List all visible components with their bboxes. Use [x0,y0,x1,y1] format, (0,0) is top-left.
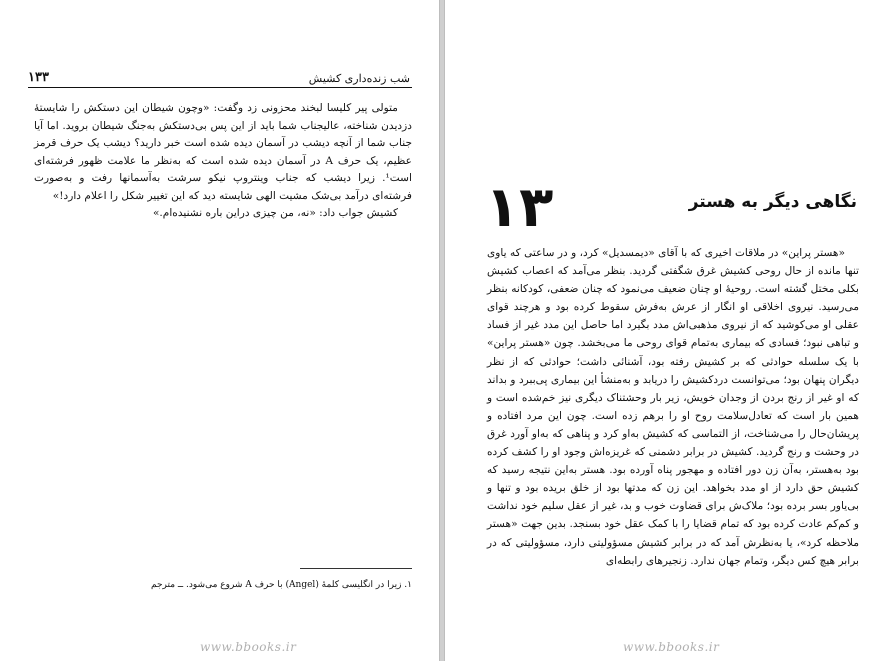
left-body-text [34,100,412,223]
chapter-number: ۱۳ [485,175,554,240]
right-page [444,0,883,661]
paragraph: «هستر پراین» در ملاقات اخیری که با آقای «دیمسدیل» کرد، و در ساعتی که یاوی تنها مانده از حال روحی کشیش غرق شگفتی گردید. بنظر می‌آمد که اعصاب کشیش بکلی مختل گشته است. روحیهٔ او چنان ضعیف می‌نمود که چنان ضعفی، کودکانه بنظر می‌رسید. نیروی اخلاقی او انگار از عرش به‌فرش سقوط کرده بود و هرچند قوای عقلی او می‌کوشید که از نیروی مذهبی‌اش مدد بگیرد اما حاصل این مدد غیر از فساد و تباهی نبود؛ فسادی که بیماری به‌تمام قوای روحی ما می‌بخشد. چون «هستر پراین» با یک سلسله حوادثی که بر کشیش رفته بود، آشنائی داشت؛ حوادثی که از نظر دیگران پنهان بود؛ می‌توانست دردکشیش را دریابد و به‌منشأ این بیماری پی‌ببرد و بداند که او غیر از رنج بردن از وجدان خویش، زیر بار وحشتناک دیگری نیز خم‌شده است و همین بار است که تعادل‌سلامت روح او را برهم زده است. چون این مرد افتاده و پریشان‌حال را می‌شناخت، از التماسی که کشیش به‌او کرد و پناهی که به‌او آورد غرق در وحشت و رنج گردید. کشیش در برابر دشمنی که غریزه‌اش وجود او را کشف کرده بود به‌هستر، به‌آن زن دور افتاده و مهجور پناه آورده بود. هستر به‌این نتیجه رسید که کشیش حق دارد از او مدد بخواهد. این زن که مدتها بود از خلق بریده بود و تنها و بی‌یاور بسر برده بود؛ ملاک‌ش برای قضاوت خوب و بد، غیر از عقل سلیم خود نداشت و کم‌کم عادت کرده بود که تمام قضایا را با کمک عقل خود بسنجد. بدین جهت «هستر ملاحظه کرد»، یا به‌نظرش آمد که در برابر کشیش مسؤولیتی دارد، مسؤولیتی که در برابر هیچ کس دیگر، وتمام جهان ندارد. زنجیرهای رابطه‌ای [487,247,859,567]
left-page [0,0,440,661]
paragraph: کشیش جواب داد: «نه، من چیزی دراین باره نشنیده‌ام.» [152,207,398,219]
header-rule [28,87,412,88]
running-title: شب زنده‌داری کشیش [308,72,410,85]
right-body-text [487,244,859,570]
paragraph: متولی پیر کلیسا لبخند محزونی زد وگفت: «وچون شیطان این دستکش را شایستهٔ دزدیدن شناخته، عالیجناب شما باید از این پس بی‌دستکش به‌جنگ شیطان بروید. اما آیا جناب شما از آنچه دیشب در آسمان دیده شده است خبر دارید؟ دیشب یک حرف قرمز عظیم، یک حرف A در آسمان دیده شده است که به‌نظر ما علامت ظهور فرشته‌ای است¹. زیرا دیشب که جناب وینتروپ نیکو سرشت به‌آسمانها رفت و به‌صورت فرشته‌ای درآمد بی‌شک مشیت الهی شایسته دید که این تغییر شکل را اعلام دارد!» [34,102,412,202]
watermark: www.bbooks.ir [623,640,720,654]
chapter-title: نگاهی دیگر به هستر [688,192,857,212]
running-header [28,72,410,86]
footnote-rule [300,568,412,569]
page-number: ۱۳۳ [28,70,49,85]
footnote: ۱. زیرا در انگلیسی کلمهٔ (Angel) با حرف A شروع می‌شود. ــ مترجم [150,580,412,590]
watermark: www.bbooks.ir [200,640,297,654]
